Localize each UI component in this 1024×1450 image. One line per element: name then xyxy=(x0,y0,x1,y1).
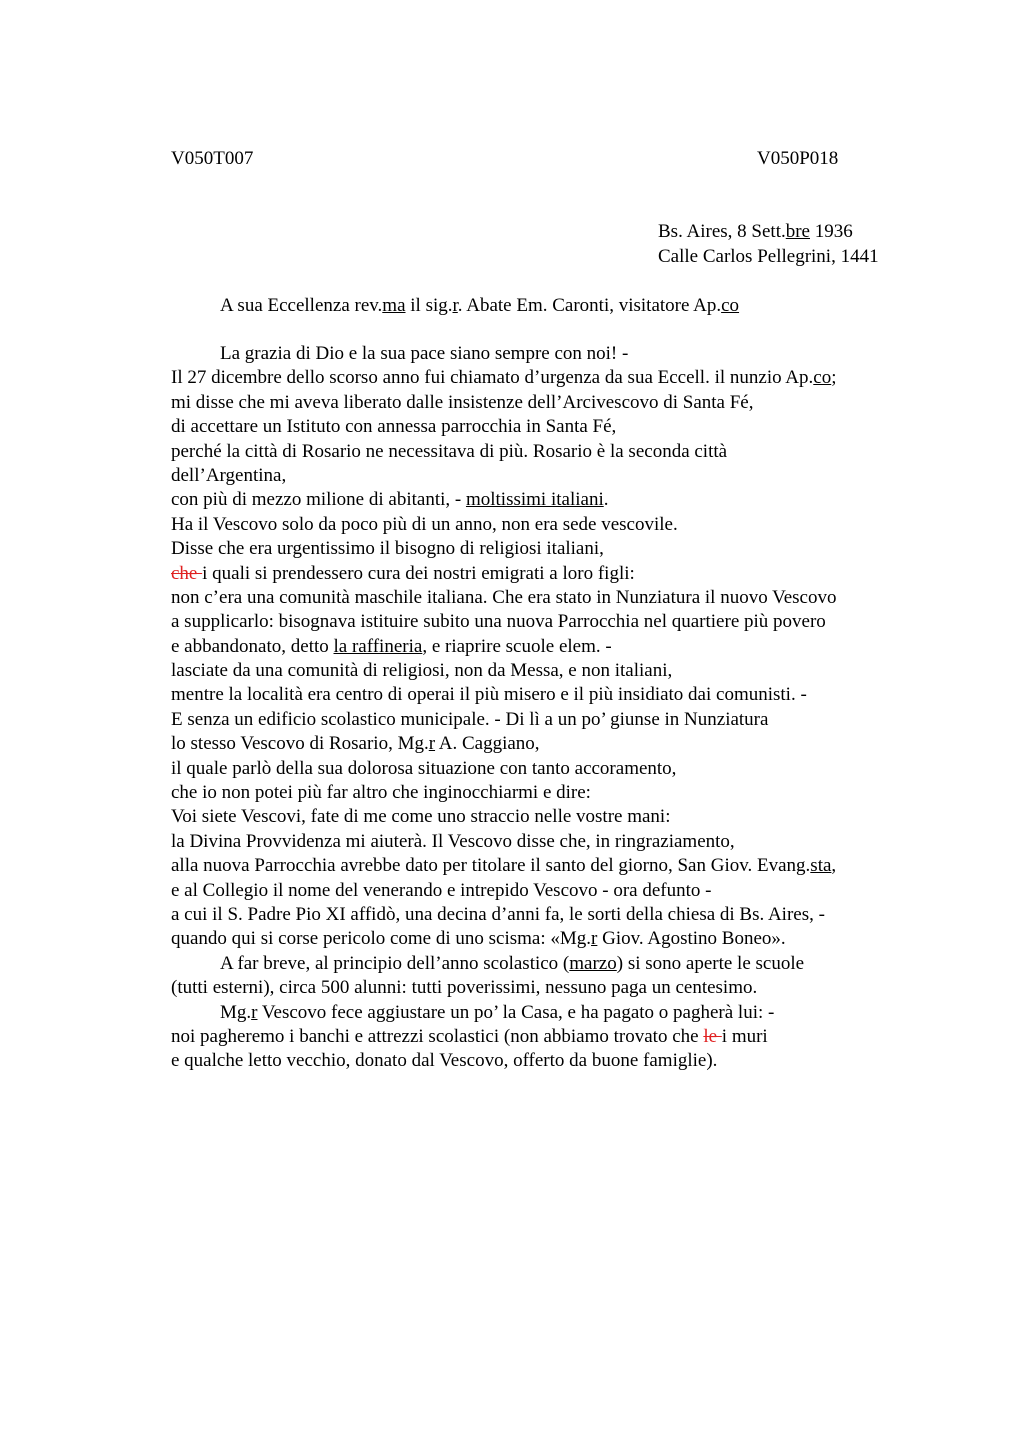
text-line: La grazia di Dio e la sua pace siano sempre con noi! - xyxy=(220,343,629,364)
text-line: il quale parlò della sua dolorosa situazione con tanto accoramento, xyxy=(171,757,677,779)
text-line: (tutti esterni), circa 500 alunni: tutti poverissimi, nessuno paga un centesimo. xyxy=(171,977,758,999)
salutation: A sua Eccellenza rev.ma il sig.r. Abate Em. Caronti, visitatore Ap.co xyxy=(220,295,740,316)
text-line: a supplicarlo: bisognava istituire subito una nuova Parrocchia nel quartiere più povero xyxy=(171,611,826,633)
text-line: noi pagheremo i banchi e attrezzi scolastici (non abbiamo trovato che le i muri xyxy=(171,1025,768,1047)
text-line: Disse che era urgentissimo il bisogno di religiosi italiani, xyxy=(171,538,604,560)
text-line: mentre la località era centro di operai il più misero e il più insidiato dai comunisti. - xyxy=(171,684,807,706)
text-line: non c’era una comunità maschile italiana. Che era stato in Nunziatura il nuovo Vescovo xyxy=(171,586,837,608)
text-line: perché la città di Rosario ne necessitava di più. Rosario è la seconda città xyxy=(171,440,728,462)
text-line: la Divina Provvidenza mi aiuterà. Il Vescovo disse che, in ringraziamento, xyxy=(171,830,735,852)
text-line: Ha il Vescovo solo da poco più di un anno, non era sede vescovile. xyxy=(171,513,678,535)
text-line: Mg.r Vescovo fece aggiustare un po’ la Casa, e ha pagato o pagherà lui: - xyxy=(220,1001,775,1023)
text-line: lo stesso Vescovo di Rosario, Mg.r A. Caggiano, xyxy=(171,733,540,755)
text-line: quando qui si corse pericolo come di uno scisma: «Mg.r Giov. Agostino Boneo». xyxy=(171,928,786,950)
text-line: E senza un edificio scolastico municipale. - Di lì a un po’ giunse in Nunziatura xyxy=(171,708,769,730)
sender-address xyxy=(658,220,879,269)
text-line: e abbandonato, detto la raffineria, e riaprire scuole elem. - xyxy=(171,635,612,657)
letter-date: Bs. Aires, 8 Sett.bre 1936 xyxy=(658,221,853,242)
text-line: dell’Argentina, xyxy=(171,464,287,486)
text-line: di accettare un Istituto con annessa parrocchia in Santa Fé, xyxy=(171,416,617,438)
text-line: a cui il S. Padre Pio XI affidò, una decina d’anni fa, le sorti della chiesa di Bs. Aires, - xyxy=(171,903,825,925)
letter-body xyxy=(171,342,837,1074)
document-code-right: V050P018 xyxy=(757,148,839,169)
text-line: Voi siete Vescovi, fate di me come uno straccio nelle vostre mani: xyxy=(171,806,671,828)
deleted-text: che xyxy=(171,562,203,584)
text-line: che io non potei più far altro che inginocchiarmi e dire: xyxy=(171,782,591,804)
text-line: mi disse che mi aveva liberato dalle insistenze dell’Arcivescovo di Santa Fé, xyxy=(171,391,754,413)
street-address: Calle Carlos Pellegrini, 1441 xyxy=(658,245,879,267)
deleted-text: le xyxy=(703,1025,722,1047)
text-line: A far breve, al principio dell’anno scolastico (marzo) si sono aperte le scuole xyxy=(220,952,805,974)
text-line: lasciate da una comunità di religiosi, non da Messa, e non italiani, xyxy=(171,660,673,682)
text-line: Il 27 dicembre dello scorso anno fui chiamato d’urgenza da sua Eccell. il nunzio Ap.co; xyxy=(171,367,837,389)
text-line: che i quali si prendessero cura dei nostri emigrati a loro figli: xyxy=(171,562,635,584)
text-line: e qualche letto vecchio, donato dal Vescovo, offerto da buone famiglie). xyxy=(171,1050,718,1072)
document-code-left: V050T007 xyxy=(171,148,254,169)
text-line: e al Collegio il nome del venerando e intrepido Vescovo - ora defunto - xyxy=(171,879,712,901)
text-line: alla nuova Parrocchia avrebbe dato per titolare il santo del giorno, San Giov. Evang.sta, xyxy=(171,855,837,877)
text-line: con più di mezzo milione di abitanti, - moltissimi italiani. xyxy=(171,489,609,511)
